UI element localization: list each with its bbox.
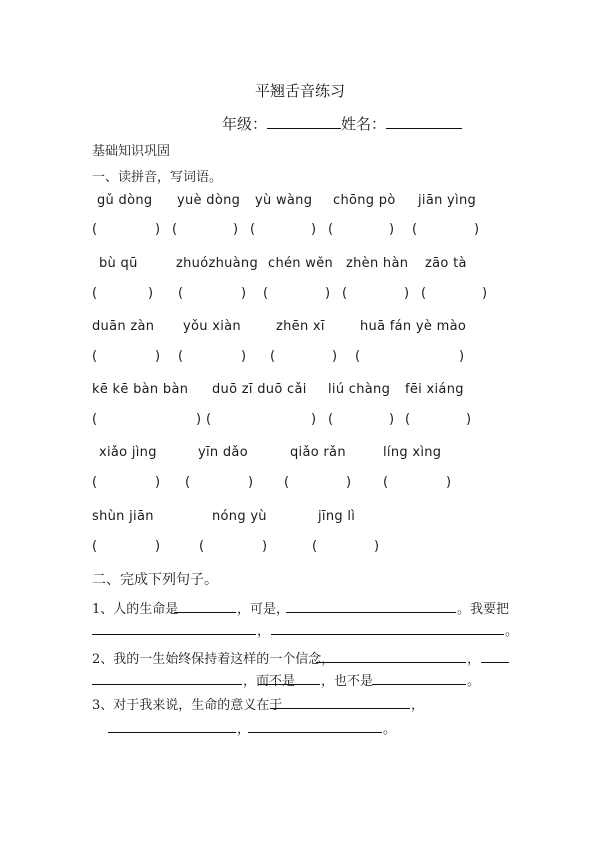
pinyin-item: gǔ dòng: [97, 193, 153, 208]
answer-bracket-close: ): [459, 349, 465, 364]
pinyin-item: kē kē bàn bàn: [92, 382, 189, 397]
answer-bracket-open: (: [92, 475, 98, 490]
answer-bracket-open: (: [92, 539, 98, 554]
pinyin-item: líng xìng: [383, 445, 442, 460]
question-2-title: 二、完成下列句子。: [92, 572, 218, 588]
pinyin-item: duō zī duō cǎi: [212, 382, 307, 397]
answer-bracket-open: (: [185, 475, 191, 490]
pinyin-item: qiǎo rǎn: [290, 445, 346, 460]
answer-bracket-close: ): [248, 475, 254, 490]
answer-bracket-open: (: [328, 222, 334, 237]
answer-bracket-close: ): [325, 286, 331, 301]
sentence-2-part-d: ，也不是: [321, 674, 374, 689]
sentence-1-part-d: ，: [257, 624, 271, 639]
sentence-1-part-c: 。我要把: [457, 602, 510, 617]
pinyin-item: xiǎo jìng: [99, 445, 157, 460]
answer-bracket-close: ): [241, 286, 247, 301]
answer-bracket-open: (: [172, 222, 178, 237]
answer-bracket-close: ): [389, 222, 395, 237]
sentence-2-blank-5[interactable]: [372, 684, 466, 685]
sentence-3-part-b: ，: [411, 698, 425, 713]
answer-bracket-close: ): [262, 539, 268, 554]
answer-bracket-close: ): [155, 222, 161, 237]
pinyin-item: zhēn xī: [276, 319, 325, 334]
grade-label: 年级：: [222, 115, 268, 133]
pinyin-item: zāo tà: [425, 256, 467, 271]
section-basic-heading: 基础知识巩固: [92, 144, 171, 159]
answer-bracket-close: ): [404, 286, 410, 301]
sentence-2-part-c: ，而不是: [243, 674, 296, 689]
answer-bracket-close: ): [389, 412, 395, 427]
sentence-2-part-b: ，: [467, 652, 481, 667]
answer-bracket-open: (: [206, 412, 212, 427]
answer-bracket-open: (: [383, 475, 389, 490]
answer-bracket-open: (: [250, 222, 256, 237]
pinyin-item: huā fán yè mào: [360, 319, 467, 334]
pinyin-item: chén wěn: [268, 256, 334, 271]
answer-bracket-close: ): [346, 475, 352, 490]
answer-bracket-open: (: [199, 539, 205, 554]
answer-bracket-open: (: [355, 349, 361, 364]
sentence-3-blank-3[interactable]: [248, 732, 382, 733]
sentence-1-blank-4[interactable]: [271, 634, 504, 635]
sentence-1-blank-3[interactable]: [92, 634, 256, 635]
answer-bracket-close: ): [196, 412, 202, 427]
answer-bracket-open: (: [92, 349, 98, 364]
sentence-3-blank-1[interactable]: [270, 708, 410, 709]
answer-bracket-close: ): [155, 539, 161, 554]
answer-bracket-open: (: [405, 412, 411, 427]
pinyin-item: liú chàng: [328, 382, 391, 397]
pinyin-item: yuè dòng: [177, 193, 241, 208]
answer-bracket-open: (: [328, 412, 334, 427]
sentence-1-part-a: 1、人的生命是: [92, 602, 179, 617]
answer-bracket-close: ): [474, 222, 480, 237]
answer-bracket-close: ): [155, 475, 161, 490]
answer-bracket-close: ): [241, 349, 247, 364]
pinyin-item: duān zàn: [92, 319, 155, 334]
answer-bracket-open: (: [92, 222, 98, 237]
pinyin-item: jīng lì: [318, 509, 356, 524]
pinyin-item: zhèn hàn: [346, 256, 409, 271]
student-info-header: [222, 113, 462, 134]
answer-bracket-open: (: [421, 286, 427, 301]
pinyin-item: yīn dǎo: [198, 445, 248, 460]
answer-bracket-open: (: [270, 349, 276, 364]
answer-bracket-close: ): [332, 349, 338, 364]
sentence-2-part-a: 2、我的一生始终保持着这样的一个信念，: [92, 652, 335, 667]
pinyin-item: jiān yìng: [418, 193, 477, 208]
sentence-1-blank-1[interactable]: [174, 612, 236, 613]
sentence-1-part-b: ，可是，: [237, 602, 290, 617]
answer-bracket-open: (: [412, 222, 418, 237]
answer-bracket-open: (: [92, 286, 98, 301]
name-label: 姓名：: [341, 115, 387, 133]
sentence-1-blank-2[interactable]: [286, 612, 456, 613]
answer-bracket-close: ): [446, 475, 452, 490]
sentence-2-blank-3[interactable]: [92, 684, 242, 685]
answer-bracket-close: ): [148, 286, 154, 301]
sentence-1-part-e: 。: [505, 624, 519, 639]
sentence-2-part-e: 。: [467, 674, 481, 689]
pinyin-item: fēi xiáng: [405, 382, 464, 397]
answer-bracket-close: ): [466, 412, 472, 427]
answer-bracket-close: ): [311, 412, 317, 427]
sentence-2-blank-1[interactable]: [316, 662, 466, 663]
sentence-2-blank-2[interactable]: [481, 662, 509, 663]
sentence-2-blank-4[interactable]: [258, 684, 320, 685]
grade-blank[interactable]: [267, 114, 341, 129]
sentence-3-part-d: 。: [383, 722, 397, 737]
page-title: 平翘舌音练习: [254, 82, 345, 100]
answer-bracket-open: (: [92, 412, 98, 427]
answer-bracket-close: ): [374, 539, 380, 554]
answer-bracket-open: (: [263, 286, 269, 301]
sentence-3-part-c: ，: [237, 722, 251, 737]
sentence-3-part-a: 3、对于我来说，生命的意义在于: [92, 698, 283, 713]
answer-bracket-close: ): [233, 222, 239, 237]
pinyin-item: shùn jiān: [92, 509, 154, 524]
name-blank[interactable]: [386, 114, 462, 129]
sentence-3-blank-2[interactable]: [108, 732, 236, 733]
answer-bracket-open: (: [342, 286, 348, 301]
pinyin-item: zhuózhuàng: [176, 256, 259, 271]
answer-bracket-open: (: [178, 349, 184, 364]
answer-bracket-close: ): [155, 349, 161, 364]
pinyin-item: chōng pò: [333, 193, 396, 208]
pinyin-item: nóng yù: [212, 509, 267, 524]
answer-bracket-open: (: [312, 539, 318, 554]
answer-bracket-open: (: [284, 475, 290, 490]
answer-bracket-close: ): [482, 286, 488, 301]
question-1-title: 一、读拼音，写词语。: [92, 170, 223, 185]
pinyin-item: yù wàng: [255, 193, 313, 208]
answer-bracket-open: (: [178, 286, 184, 301]
answer-bracket-close: ): [311, 222, 317, 237]
pinyin-item: bù qū: [99, 256, 138, 271]
pinyin-item: yǒu xiàn: [183, 319, 241, 334]
